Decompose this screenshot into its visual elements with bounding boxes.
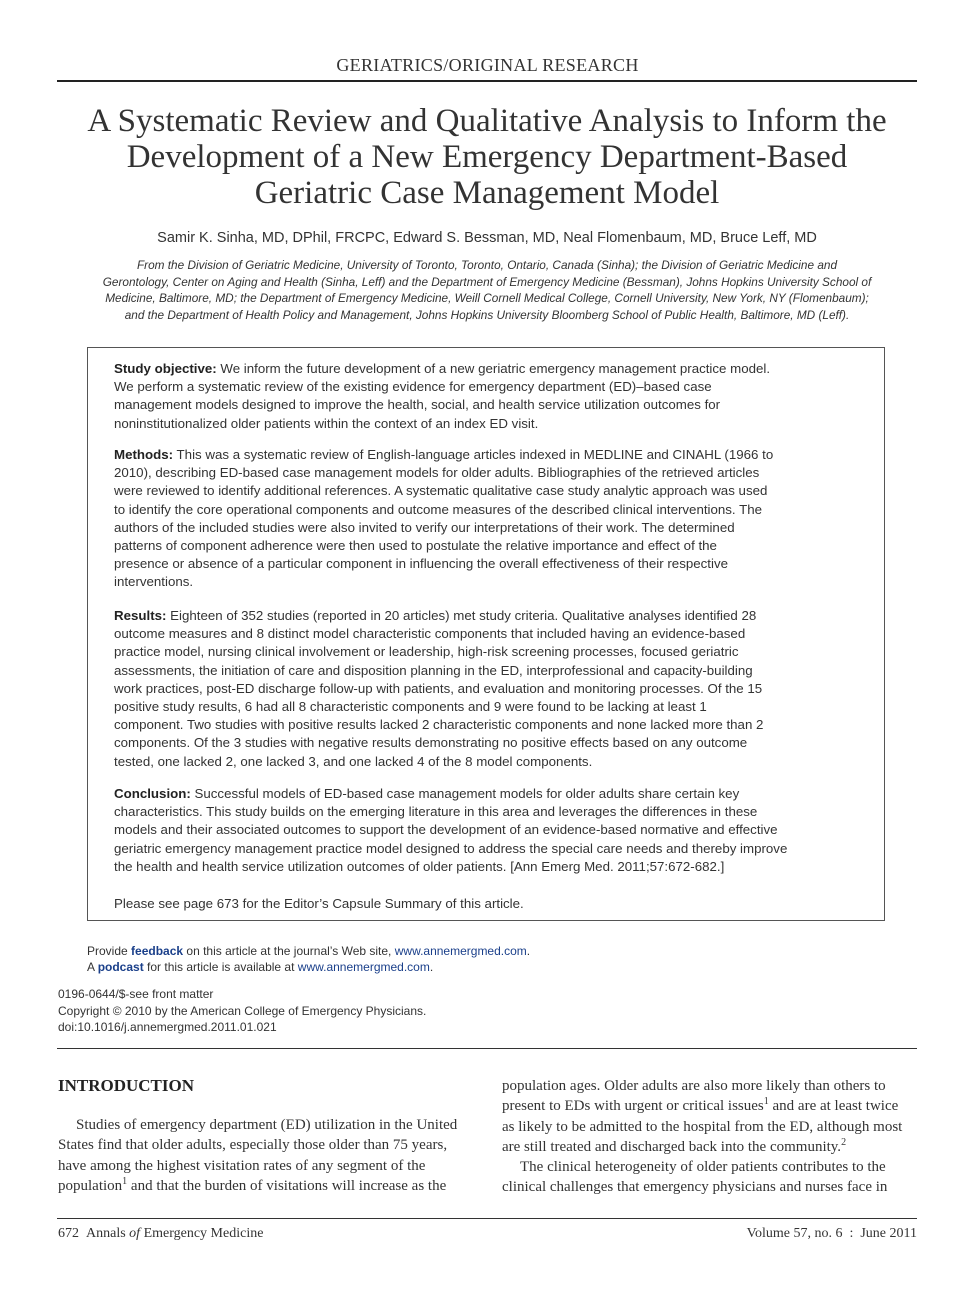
body-line: are still treated and discharged back into the community.$^2$ [502,1136,847,1155]
body-line: population ages. Older adults are also more likely than others to [502,1078,886,1094]
abstract-line: This was a systematic review of English-language articles indexed in MEDLINE and CINAHL (1966 to [173,447,774,462]
affiliation-line: and the Department of Health Policy and Management, Johns Hopkins University Bloomberg School of Public Health, Baltimore, MD (Leff). [124,307,850,322]
conclusion-label: Conclusion: [114,786,191,801]
intro-right-column [502,1076,922,1198]
header-rule [57,80,917,82]
body-line: have among the highest visitation rates of any segment of the [58,1157,426,1174]
body-line: as likely to be admitted to the hospital from the ED, although most [502,1118,903,1135]
citation-ref: 1 [763,1096,769,1108]
abstract-line: geriatric emergency management practice model designed to address the special care needs and thereby improve [114,840,788,856]
abstract-line: positive study results, 6 had all 8 characteristic components and 9 were found to be lacking at least 1 [114,699,707,715]
abstract-line: We perform a systematic review of the existing evidence for emergency department (ED)–based case [114,379,712,395]
abstract-line: to identify the core operational components and outcome measures of the described clinical interventions. The [114,501,762,517]
objective-label: Study objective: [114,361,217,376]
citation-ref: 1 [122,1175,128,1187]
abstract-line: characteristics. This study builds on the emerging literature in this area and leverages the differences in these [114,804,758,820]
abstract-line: assessments, the initiation of care and disposition planning in the ED, interprofessional and capacity-building [114,662,753,678]
body-line: clinical challenges that emergency physicians and nurses face in [502,1179,888,1196]
body-line: Studies of emergency department (ED) utilization in the United [76,1117,458,1133]
abstract-line: component. Two studies with positive results lacked 2 characteristic components and none lacked more than 2 [114,717,764,733]
journal-url-link[interactable]: www.annemergmed.com [297,960,430,974]
abstract-line: Eighteen of 352 studies (reported in 20 articles) met study criteria. Qualitative analyses identified 28 [166,608,757,623]
affiliations [57,257,917,323]
journal-url-link[interactable]: www.annemergmed.com [394,944,527,958]
abstract-results [114,607,862,771]
abstract-conclusion [114,785,862,876]
affiliation-line: Gerontology, Center on Aging and Health (Sinha, Leff) and the Department of Emergency Medicine (Bessman), Johns Hopkins University School of [102,274,872,289]
body-line: population$^1$ and that the burden of visitations will increase as the [58,1175,447,1194]
doi-line: doi:10.1016/j.annemergmed.2011.01.021 [58,1020,277,1034]
front-matter [58,986,426,1036]
abstract-line: practice model, nursing clinical involvement or leadership, high-risk screening processes, focused geriatric [114,644,739,660]
intro-left-column [58,1115,478,1196]
podcast-link[interactable]: podcast [97,960,144,974]
title-line: A Systematic Review and Qualitative Analysis to Inform the [87,103,887,139]
abstract-line: were reviewed to identify additional references. A systematic qualitative case study analytic approach was used [114,483,768,499]
footer-journal: 672 Annals of Emergency Medicine [58,1226,264,1241]
citation-ref: 2 [841,1136,847,1148]
copyright-line: Copyright © 2010 by the American College of Emergency Physicians. [58,1003,427,1018]
issn-line: 0196-0644/$-see front matter [58,987,214,1001]
article-title [57,103,917,211]
abstract-line: Successful models of ED-based case management models for older adults share certain key [190,786,740,801]
abstract-line: patterns of component adherence were then used to postulate the relative importance and effect of the [114,538,717,554]
podcast-line: A podcast for this article is available at www.annemergmed.com. [87,960,434,974]
abstract-line: models and their associated outcomes to support the development of an evidence-based normative and effective [114,822,778,838]
abstract-line: We inform the future development of a new geriatric emergency management practice model. [216,361,771,376]
abstract-objective [114,360,862,433]
feedback-link[interactable]: feedback [131,944,184,958]
page-number: 672 [58,1226,79,1241]
abstract-line: authors of the included studies were also invited to verify our interpretations of their work. The determined [114,519,735,535]
abstract-line: noninstitutionalized older patients within the context of an index ED visit. [114,415,539,431]
abstract-line: interventions. [114,574,194,590]
methods-label: Methods: [114,447,174,462]
footer-rule [57,1218,917,1219]
abstract-line: management models designed to improve the health, social, and health service utilization outcomes for [114,397,721,413]
feedback-line: Provide feedback on this article at the journal’s Web site, www.annemergmed.com. [87,944,531,958]
abstract-line: work practices, post-ED discharge follow-up with patients, and evaluation and monitoring processes. Of the 15 [114,680,763,696]
abstract-line: outcome measures and 8 distinct model characteristic components that included having an evidence-based [114,626,746,642]
capsule-note: Please see page 673 for the Editor’s Capsule Summary of this article. [114,896,524,911]
intro-heading: INTRODUCTION [58,1076,195,1095]
title-line: Development of a New Emergency Department-Based [126,139,848,175]
body-line: The clinical heterogeneity of older patients contributes to the [520,1159,886,1176]
affiliation-line: Medicine, Baltimore, MD; the Department of Emergency Medicine, Weill Cornell Medical College, Cornell University, New York, NY (Flomenbaum); [105,291,869,305]
author-list: Samir K. Sinha, MD, DPhil, FRCPC, Edward S. Bessman, MD, Neal Flomenbaum, MD, Bruce Leff, MD [157,230,817,246]
affiliation-line: From the Division of Geriatric Medicine, University of Toronto, Toronto, Ontario, Canada (Sinha); the Division of Geriatric Medicine and [136,258,838,272]
body-line: States find that older adults, especially those older than 75 years, [58,1137,448,1154]
abstract-line: 2010), describing ED-based case management models for older adults. Bibliographies of the retrieved articles [114,465,760,481]
body-line: present to EDs with urgent or critical issues$^1$ and are at least twice [502,1096,899,1115]
abstract-line: components. Of the 3 studies with negative results demonstrating no positive effects based on any outcome [114,735,748,751]
abstract-line: tested, one lacked 2, one lacked 3, and one lacked 4 of the 8 model components. [114,753,593,769]
abstract-methods [114,446,862,592]
footer-volume: Volume 57, no. 6 : June 2011 [746,1226,917,1241]
section-header: GERIATRICS/ORIGINAL RESEARCH [336,55,639,75]
abstract-line: the health and health service utilization outcomes of older patients. [Ann Emerg Med. 2011;57:672-682.] [114,858,725,874]
abstract-line: presence or absence of a particular component in influencing the overall effectiveness of their respective [114,556,728,572]
results-label: Results: [114,608,167,623]
section-rule [57,1048,917,1049]
title-line: Geriatric Case Management Model [254,175,720,211]
